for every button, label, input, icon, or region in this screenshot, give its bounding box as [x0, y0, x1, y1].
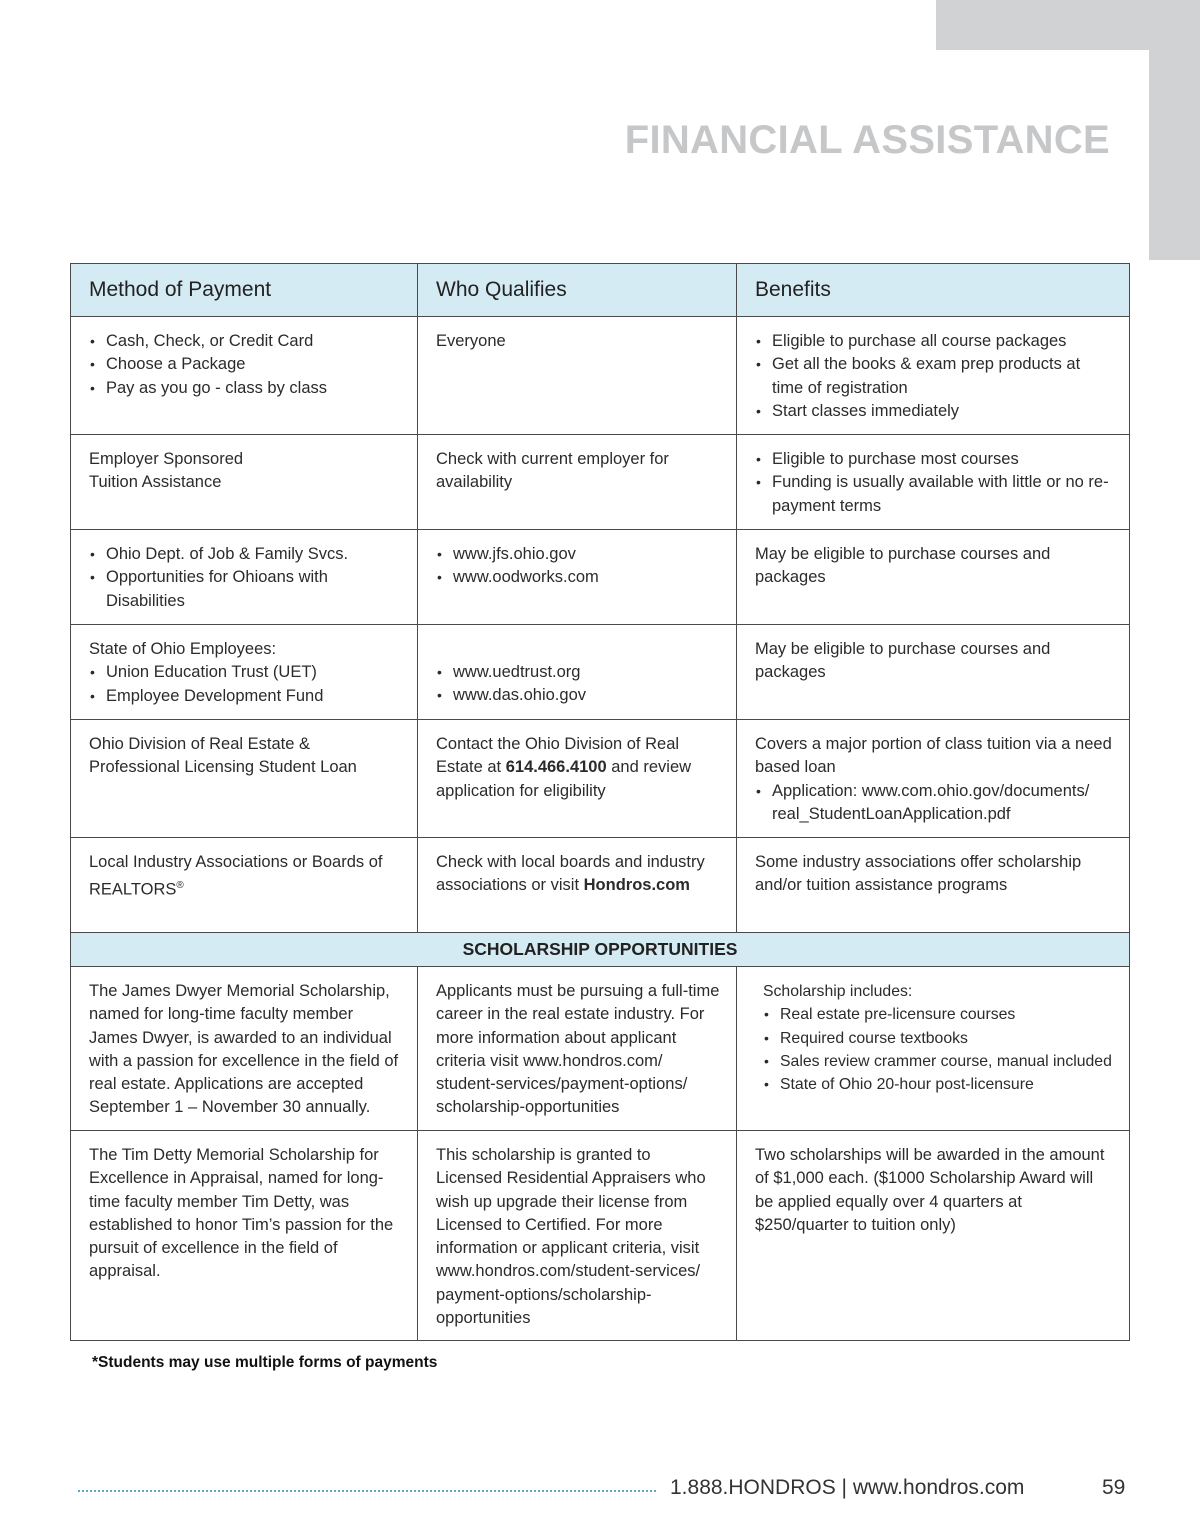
table-row: [71, 625, 1130, 720]
list-item: • Eligible to purchase all course packages: [755, 330, 1113, 353]
benefits-cell: Two scholarships will be awarded in the amount of $1,000 each. ($1000 Scholarship Award will be applied equally over 4 quarters at $250/quarter to tuition only): [737, 1131, 1130, 1341]
header-benefits: Benefits: [737, 264, 1130, 317]
list-item: • Sales review crammer course, manual included: [763, 1050, 1113, 1073]
qualifies-cell: Check with current employer for availability: [418, 435, 737, 530]
table-row: [71, 530, 1130, 625]
list-item: • Funding is usually available with little or no re-payment terms: [755, 471, 1113, 518]
list-item: • Opportunities for Ohioans with Disabilities: [89, 566, 401, 613]
page-number: 59: [1102, 1476, 1126, 1499]
page-title: FINANCIAL ASSISTANCE: [624, 118, 1110, 162]
table-row: [71, 838, 1130, 933]
scholarship-name-cell: The Tim Detty Memorial Scholarship for Excellence in Appraisal, named for long-time faculty member Tim Detty, was established to honor Tim’s passion for the pursuit of excellence in the field of appraisal.: [71, 1131, 418, 1341]
list-item: • Ohio Dept. of Job & Family Svcs.: [89, 543, 401, 566]
qualifies-cell: Everyone: [418, 317, 737, 435]
footnote: *Students may use multiple forms of payments: [92, 1354, 438, 1371]
table-row: [71, 317, 1130, 435]
list-item: • Real estate pre-licensure courses: [763, 1003, 1113, 1026]
qualifies-cell: Applicants must be pursuing a full-time career in the real estate industry. For more information about applicant criteria visit www.hondros.com/ student-services/payment-options/ scholarship-opportunities: [418, 967, 737, 1131]
scholarship-name-cell: The James Dwyer Memorial Scholarship, named for long-time faculty member James Dwyer, is awarded to an individual with a passion for excellence in the field of real estate. Applications are accepted September 1 – November 30 annually.: [71, 967, 418, 1131]
method-cell: Local Industry Associations or Boards of REALTORS®: [71, 838, 418, 933]
benefits-cell: Covers a major portion of class tuition via a need based loan • Application: www.com.ohio.gov/documents/ real_StudentLoanApplication.pdf: [737, 720, 1130, 838]
registered-mark: ®: [176, 880, 184, 892]
method-cell: [71, 317, 418, 435]
list-item: • Pay as you go - class by class: [89, 377, 401, 400]
list-item: • Employee Development Fund: [89, 685, 401, 708]
qualifies-cell: Check with local boards and industry associations or visit Hondros.com: [418, 838, 737, 933]
list-item: • Cash, Check, or Credit Card: [89, 330, 401, 353]
list-item: • Eligible to purchase most courses: [755, 448, 1113, 471]
table-row: [71, 1131, 1130, 1341]
footer-contact: 1.888.HONDROS | www.hondros.com: [670, 1476, 1025, 1499]
section-header-row: [71, 933, 1130, 967]
list-item: • Get all the books & exam prep products at time of registration: [755, 353, 1113, 400]
header-method: Method of Payment: [71, 264, 418, 317]
list-item: • Choose a Package: [89, 353, 401, 376]
method-cell: State of Ohio Employees: • Union Education Trust (UET) • Employee Development Fund: [71, 625, 418, 720]
list-item: • State of Ohio 20-hour post-licensure: [763, 1073, 1113, 1096]
method-cell: Employer Sponsored Tuition Assistance: [71, 435, 418, 530]
benefits-cell: May be eligible to purchase courses and packages: [737, 530, 1130, 625]
qualifies-cell: Contact the Ohio Division of Real Estate at 614.466.4100 and review application for eligibility: [418, 720, 737, 838]
benefits-cell: [737, 435, 1130, 530]
qualifies-cell: [418, 530, 737, 625]
benefits-cell: May be eligible to purchase courses and packages: [737, 625, 1130, 720]
table-row: [71, 435, 1130, 530]
method-cell: [71, 530, 418, 625]
financial-assistance-table: [70, 263, 1130, 1341]
link-jfs[interactable]: • www.jfs.ohio.gov: [436, 543, 720, 566]
qualifies-cell: This scholarship is granted to Licensed Residential Appraisers who wish up upgrade their license from Licensed to Certified. For more information or applicant criteria, visit www.hondros.com/student-services/ payment-options/scholarship-opportunities: [418, 1131, 737, 1341]
qualifies-cell: [418, 625, 737, 720]
list-item: • Union Education Trust (UET): [89, 661, 401, 684]
corner-tab-side: [1149, 50, 1200, 260]
phone-number[interactable]: 614.466.4100: [505, 758, 607, 777]
table-row: [71, 720, 1130, 838]
table-header-row: [71, 264, 1130, 317]
link-oodworks[interactable]: • www.oodworks.com: [436, 566, 720, 589]
hondros-link[interactable]: Hondros.com: [583, 876, 690, 895]
table-row: [71, 967, 1130, 1131]
link-uedtrust[interactable]: • www.uedtrust.org: [436, 661, 720, 684]
list-item: • Application: www.com.ohio.gov/documents/ real_StudentLoanApplication.pdf: [755, 780, 1113, 827]
method-cell: Ohio Division of Real Estate & Professional Licensing Student Loan: [71, 720, 418, 838]
header-qualifies: Who Qualifies: [418, 264, 737, 317]
benefits-cell: Scholarship includes: • Real estate pre-licensure courses • Required course textbooks • Sales review crammer course, manual included • State of Ohio 20-hour post-licensure: [737, 967, 1130, 1131]
footer-dotted-rule: [78, 1490, 656, 1492]
list-item: • Required course textbooks: [763, 1027, 1113, 1050]
section-title: SCHOLARSHIP OPPORTUNITIES: [71, 933, 1130, 967]
list-item: • Start classes immediately: [755, 400, 1113, 423]
benefits-cell: [737, 317, 1130, 435]
corner-tab-top: [936, 0, 1200, 50]
link-das[interactable]: • www.das.ohio.gov: [436, 684, 720, 707]
benefits-cell: Some industry associations offer scholarship and/or tuition assistance programs: [737, 838, 1130, 933]
